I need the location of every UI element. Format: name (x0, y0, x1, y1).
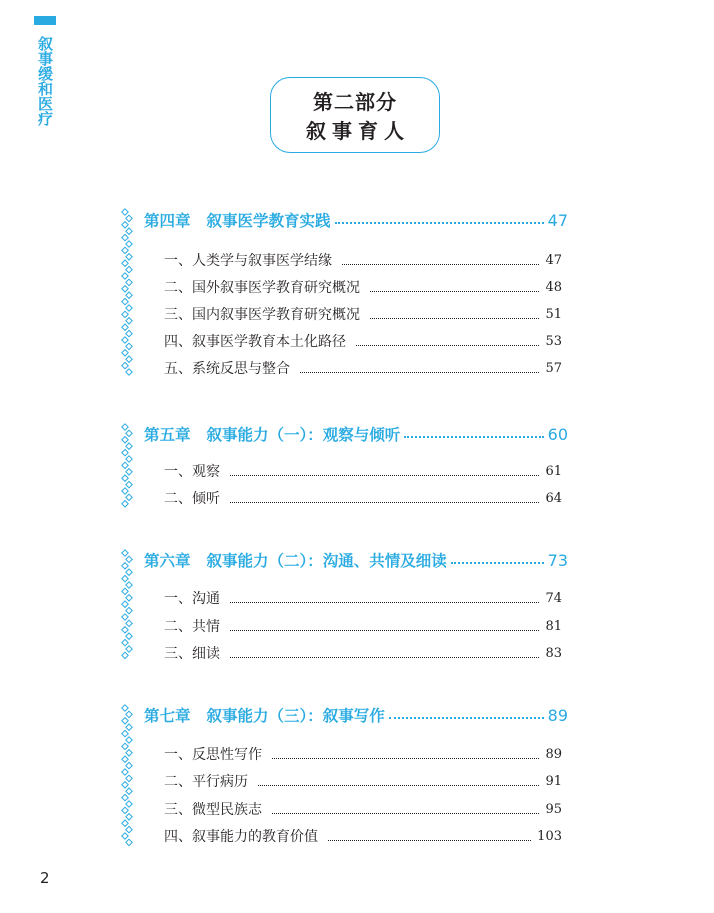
section-page: 51 (545, 306, 562, 322)
diamond-border-decoration (120, 704, 134, 847)
dot-leader (230, 620, 539, 631)
section-label: 三、国内叙事医学教育研究概况 (164, 307, 360, 323)
dot-leader (370, 308, 539, 319)
dot-leader (404, 426, 543, 438)
toc-section-row[interactable] (164, 461, 562, 481)
section-page: 83 (545, 645, 562, 661)
chapter-heading[interactable] (144, 704, 568, 726)
chapter-title: 叙事能力（二）：沟通、共情及细读 (206, 552, 447, 570)
toc-section-row[interactable] (164, 588, 562, 608)
diamond-border-decoration (120, 423, 134, 511)
section-label: 四、叙事医学教育本土化路径 (164, 334, 346, 350)
chapter-number: 第五章 (144, 426, 191, 444)
dot-leader (300, 362, 539, 373)
toc-section-row[interactable] (164, 643, 562, 663)
section-label: 二、共情 (164, 619, 220, 635)
diamond-border-decoration (120, 549, 134, 664)
chapter-title: 叙事医学教育实践 (206, 212, 331, 230)
dot-leader (370, 281, 539, 292)
chapter-page: 89 (547, 705, 568, 725)
section-page: 95 (545, 801, 562, 817)
dot-leader (356, 335, 539, 346)
chapter-heading[interactable] (144, 549, 568, 571)
section-page: 48 (545, 279, 562, 295)
dot-leader (230, 647, 539, 658)
running-header-title: 叙事缓和医疗 (36, 36, 54, 126)
chapter-page: 60 (547, 424, 568, 444)
page-number: 2 (40, 869, 50, 887)
diamond-border-decoration (120, 208, 134, 380)
dot-leader (328, 830, 531, 841)
part-title: 叙事育人 (306, 119, 410, 143)
section-page: 74 (545, 590, 562, 606)
section-page: 89 (545, 746, 562, 762)
section-label: 二、平行病历 (164, 774, 248, 790)
section-page: 91 (545, 773, 562, 789)
toc-section-row[interactable] (164, 331, 562, 351)
dot-leader (230, 592, 539, 603)
dot-leader (272, 748, 539, 759)
chapter-heading[interactable] (144, 209, 568, 231)
part-number: 第二部分 (313, 90, 397, 114)
chapter-number: 第四章 (144, 212, 191, 230)
toc-section-row[interactable] (164, 250, 562, 270)
section-label: 一、人类学与叙事医学结缘 (164, 253, 332, 269)
chapter-title: 叙事能力（三）：叙事写作 (206, 707, 385, 725)
toc-section-row[interactable] (164, 358, 562, 378)
dot-leader (342, 254, 539, 265)
section-page: 57 (545, 360, 562, 376)
dot-leader (258, 775, 539, 786)
chapter-page: 47 (547, 210, 568, 230)
toc-section-row[interactable] (164, 304, 562, 324)
section-label: 五、系统反思与整合 (164, 361, 290, 377)
chapter-5 (118, 423, 568, 513)
toc-section-row[interactable] (164, 488, 562, 508)
chapter-number: 第六章 (144, 552, 191, 570)
section-label: 四、叙事能力的教育价值 (164, 829, 318, 845)
section-label: 三、细读 (164, 646, 220, 662)
chapter-heading[interactable] (144, 423, 568, 445)
part-title-box (270, 77, 440, 153)
chapter-6 (118, 549, 568, 666)
toc-section-row[interactable] (164, 277, 562, 297)
section-page: 53 (545, 333, 562, 349)
section-label: 二、国外叙事医学教育研究概况 (164, 280, 360, 296)
section-page: 81 (545, 618, 562, 634)
section-label: 三、微型民族志 (164, 802, 262, 818)
section-page: 64 (545, 490, 562, 506)
toc-section-row[interactable] (164, 616, 562, 636)
section-label: 一、观察 (164, 464, 220, 480)
toc-section-row[interactable] (164, 799, 562, 819)
section-page: 61 (545, 463, 562, 479)
toc-section-row[interactable] (164, 826, 562, 846)
dot-leader (272, 803, 539, 814)
accent-bar (34, 16, 56, 25)
dot-leader (230, 492, 539, 503)
chapter-page: 73 (547, 550, 568, 570)
dot-leader (335, 212, 544, 224)
chapter-number: 第七章 (144, 707, 191, 725)
chapter-title: 叙事能力（一）：观察与倾听 (206, 426, 401, 444)
toc-section-row[interactable] (164, 744, 562, 764)
dot-leader (389, 707, 544, 719)
section-label: 二、倾听 (164, 491, 220, 507)
section-label: 一、反思性写作 (164, 747, 262, 763)
section-page: 103 (537, 828, 562, 844)
dot-leader (451, 552, 544, 564)
section-label: 一、沟通 (164, 591, 220, 607)
dot-leader (230, 465, 539, 476)
toc-section-row[interactable] (164, 771, 562, 791)
section-page: 47 (545, 252, 562, 268)
chapter-7 (118, 704, 568, 849)
chapter-4 (118, 208, 568, 383)
